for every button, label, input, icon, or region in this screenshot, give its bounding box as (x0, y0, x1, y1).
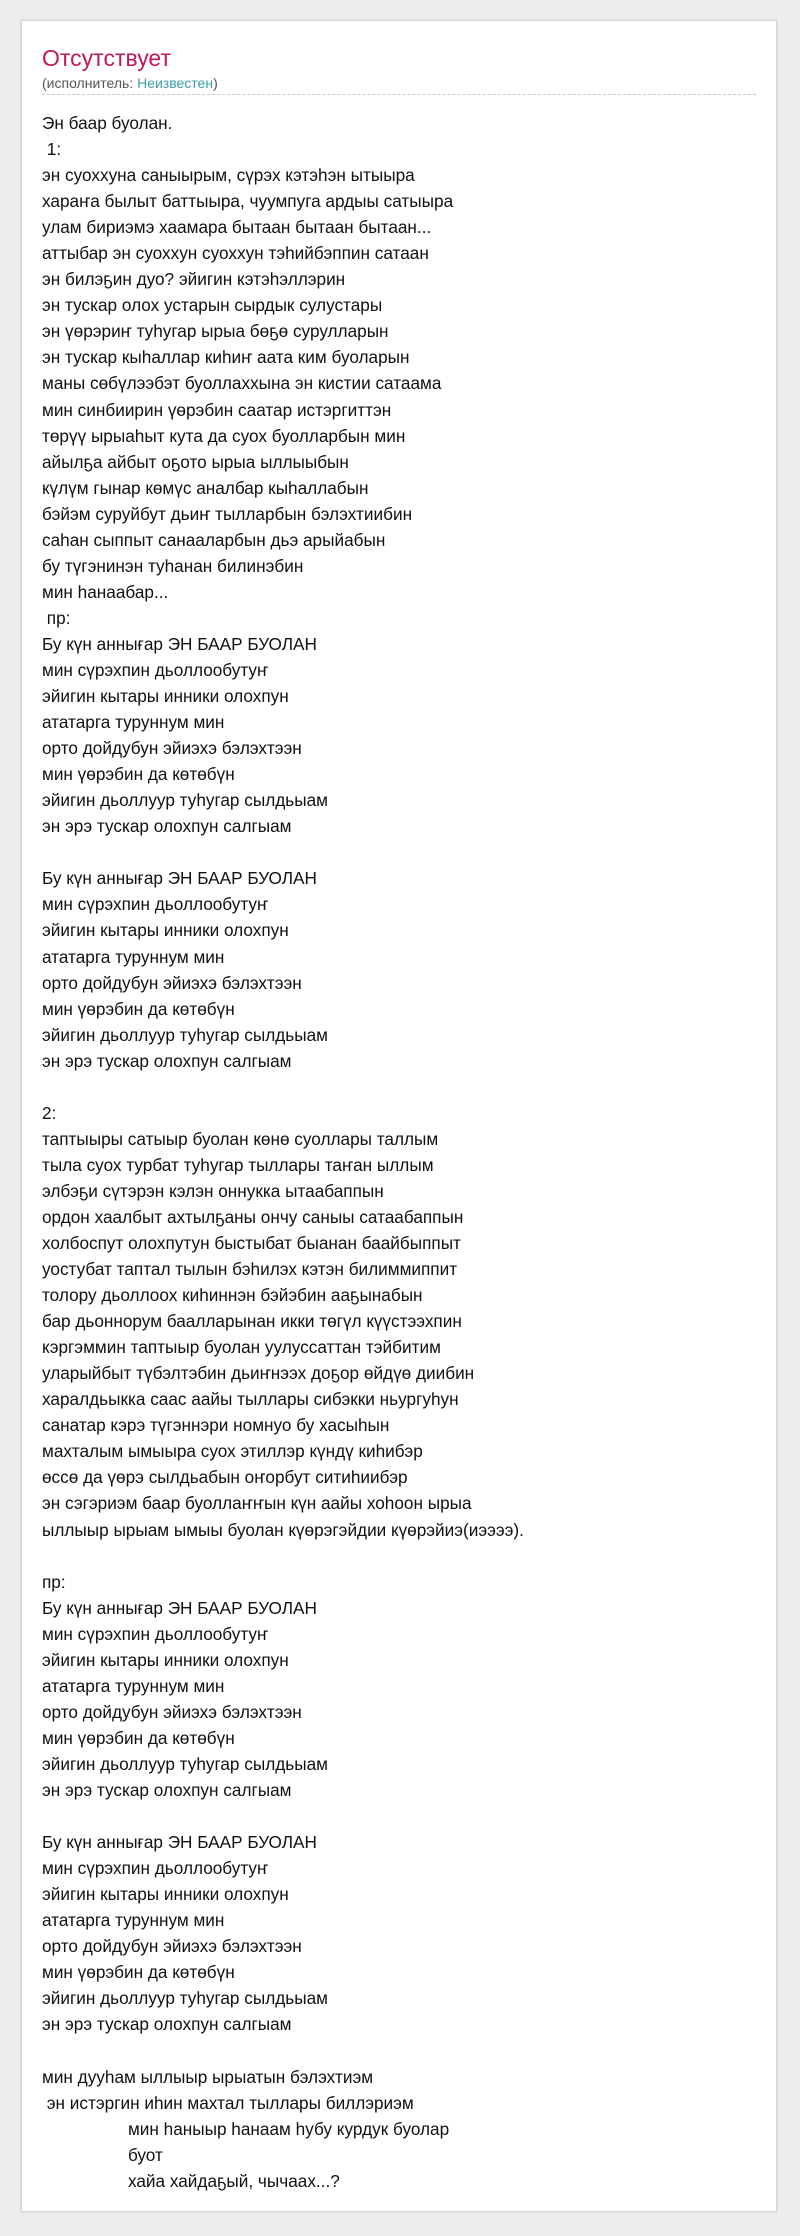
lyric-line: эйигин кытары инники олохпун (42, 686, 289, 707)
lyric-line: хайа хайдаҕый, чычаах...? (42, 2170, 340, 2191)
lyric-line: орто дойдубун эйиэхэ бэлэхтээн (42, 1936, 302, 1957)
artist-prefix: (исполнитель: (42, 75, 138, 91)
lyric-line: мин һаныыр һанаам һубу курдук буолар (42, 2118, 450, 2139)
lyrics-card (21, 20, 777, 2212)
lyric-line: эйигин дьоллуур туһугар сылдьыам (42, 1024, 328, 1045)
artist-link[interactable]: Неизвестен (137, 75, 214, 91)
lyric-line (42, 1803, 758, 1829)
lyric-line: ыллыыр ырыам ымыы буолан күөрэгэйдии күөрэйиэ(иээээ). (42, 1519, 524, 1540)
lyric-line: 1: (42, 139, 62, 160)
lyric-line: бар дьоннорум баалларынан икки төгүл күүстээхпин (42, 1311, 462, 1332)
lyric-line: ататарга туруннум мин (42, 1910, 225, 1931)
lyric-line: холбоспут олохпутун быстыбат быанан баайбыппыт (42, 1233, 461, 1254)
lyric-line: кэргэммин таптыыр буолан уулуссаттан тэйбитим (42, 1337, 441, 1358)
artist-line (42, 74, 218, 92)
lyric-line: эн эрэ тускар олохпун салгыам (42, 1780, 292, 1800)
lyric-line: мин үөрэбин да көтөбүн (42, 764, 235, 785)
lyric-line: эн тускар кыһаллар киһиҥ аата ким буоларын (42, 347, 410, 368)
lyric-line: маны сөбүлээбэт буоллаххына эн кистии сатаама (42, 373, 442, 394)
lyric-line: 2: (42, 1102, 57, 1123)
lyric-line: пр: (42, 1571, 66, 1592)
lyric-line: мин һанаабар... (42, 581, 169, 602)
lyric-line: эйигин кытары инники олохпун (42, 1649, 289, 1670)
lyric-line: Эн баар буолан. (42, 113, 173, 133)
lyric-line: эн истэргин иһин махтал тыллары биллэриэм (42, 2092, 414, 2113)
lyric-line: бу түгэнинэн туһанан билинэбин (42, 555, 304, 576)
lyric-line: мин үөрэбин да көтөбүн (42, 1962, 235, 1983)
lyric-line: эн эрэ тускар олохпун салгыам (42, 1050, 292, 1071)
lyric-line: ордон хаалбыт ахтылҕаны ончу саныы сатаабаппын (42, 1206, 464, 1227)
lyrics-text (42, 110, 758, 2194)
lyric-line: мин сүрэхпин дьоллообутуҥ (42, 1623, 269, 1644)
lyric-line: күлүм гынар көмүс аналбар кыһаллабын (42, 477, 369, 498)
lyric-line: улам бириэмэ хаамара бытаан бытаан бытаан... (42, 217, 432, 238)
lyric-line: мин сүрэхпин дьоллообутуҥ (42, 894, 269, 915)
lyric-line: аттыбар эн суоххун суоххун тэһийбэппин сатаан (42, 243, 429, 264)
song-title: Отсутствует (42, 45, 171, 71)
lyric-line: эйигин кытары инники олохпун (42, 920, 289, 941)
lyric-line: эйигин дьоллуур туһугар сылдьыам (42, 1988, 328, 2009)
lyric-line: Бу күн аннығар ЭН БААР БУОЛАН (42, 1832, 317, 1853)
artist-suffix: ) (213, 75, 218, 91)
lyric-line: пр: (42, 607, 71, 628)
lyric-line: ататарга туруннум мин (42, 946, 225, 967)
lyric-line: эн билэҕин дуо? эйигин кэтэһэллэрин (42, 269, 346, 290)
lyric-line: буот (42, 2144, 163, 2165)
lyric-line: эйигин кытары инники олохпун (42, 1884, 289, 1905)
lyric-line: мин синбиирин үөрэбин саатар истэргиттэн (42, 399, 392, 420)
lyric-line: мин дууһам ыллыыр ырыатын бэлэхтиэм (42, 2066, 374, 2087)
lyric-line: махталым ымыыра суох этиллэр күндү киһибэр (42, 1441, 423, 1462)
lyric-line: эн сэгэриэм баар буоллаҥҥын күн аайы хоһоон ырыа (42, 1493, 472, 1514)
title-divider (42, 94, 756, 95)
lyric-line (42, 1074, 758, 1100)
lyric-line: санатар кэрэ түгэннэри номнуо бу хасыһын (42, 1415, 390, 1436)
lyric-line: мин сүрэхпин дьоллообутуҥ (42, 1858, 269, 1879)
lyric-line: орто дойдубун эйиэхэ бэлэхтээн (42, 1701, 302, 1722)
lyric-line: бэйэм суруйбут дьиҥ тылларбын бэлэхтиибин (42, 503, 413, 524)
lyric-line: айылҕа айбыт оҕото ырыа ыллыыбын (42, 451, 349, 472)
lyric-line: ататарга туруннум мин (42, 712, 225, 733)
lyric-line: ататарга туруннум мин (42, 1675, 225, 1696)
lyric-line: саһан сыппыт санааларбын дьэ арыйабын (42, 529, 386, 550)
lyric-line: эн суоххуна саныырым, сүрэх кэтэһэн ытыыра (42, 165, 415, 186)
lyric-line: орто дойдубун эйиэхэ бэлэхтээн (42, 738, 302, 759)
lyric-line: уларыйбыт түбэлтэбин дьиҥнээх доҕор өйдүө диибин (42, 1363, 475, 1384)
lyric-line: төрүү ырыаһыт кута да суох буолларбын мин (42, 425, 406, 446)
lyric-line: эн эрэ тускар олохпун салгыам (42, 816, 292, 837)
lyric-line: мин үөрэбин да көтөбүн (42, 1727, 235, 1748)
lyric-line (42, 2037, 758, 2063)
lyric-line: өссө да үөрэ сылдьабын оҥорбут ситиһиибэр (42, 1467, 408, 1488)
lyric-line: толору дьоллоох киһиннэн бэйэбин ааҕынабын (42, 1285, 423, 1306)
lyric-line: эйигин дьоллуур туһугар сылдьыам (42, 1753, 328, 1774)
lyric-line: эн эрэ тускар олохпун салгыам (42, 2014, 292, 2035)
lyric-line: тыла суох турбат туһугар тыллары таҥан ыллым (42, 1154, 434, 1175)
lyric-line: харалдьыкка саас аайы тыллары сибэкки ньургуһун (42, 1389, 459, 1410)
lyric-line: хараҥа былыт баттыыра, чуумпуга ардыы сатыыра (42, 191, 454, 212)
lyric-line: орто дойдубун эйиэхэ бэлэхтээн (42, 972, 302, 993)
lyric-line: уостубат таптал тылын бэһилэх кэтэн билиммиппит (42, 1259, 458, 1280)
lyric-line (42, 839, 758, 865)
lyric-line: эн тускар олох устарын сырдык сулустары (42, 295, 383, 316)
lyric-line: мин үөрэбин да көтөбүн (42, 998, 235, 1019)
lyric-line: эн үөрэриҥ туһугар ырыа бөҕө сурулларын (42, 321, 389, 342)
lyric-line: Бу күн аннығар ЭН БААР БУОЛАН (42, 1597, 317, 1618)
lyric-line (42, 1543, 758, 1569)
lyric-line: Бу күн аннығар ЭН БААР БУОЛАН (42, 633, 317, 654)
lyric-line: Бу күн аннығар ЭН БААР БУОЛАН (42, 868, 317, 889)
lyric-line: эйигин дьоллуур туһугар сылдьыам (42, 790, 328, 811)
lyric-line: мин сүрэхпин дьоллообутуҥ (42, 659, 269, 680)
lyric-line: таптыыры сатыыр буолан көнө суоллары таллым (42, 1128, 439, 1149)
lyric-line: элбэҕи сүтэрэн кэлэн оннукка ытаабаппын (42, 1180, 384, 1201)
